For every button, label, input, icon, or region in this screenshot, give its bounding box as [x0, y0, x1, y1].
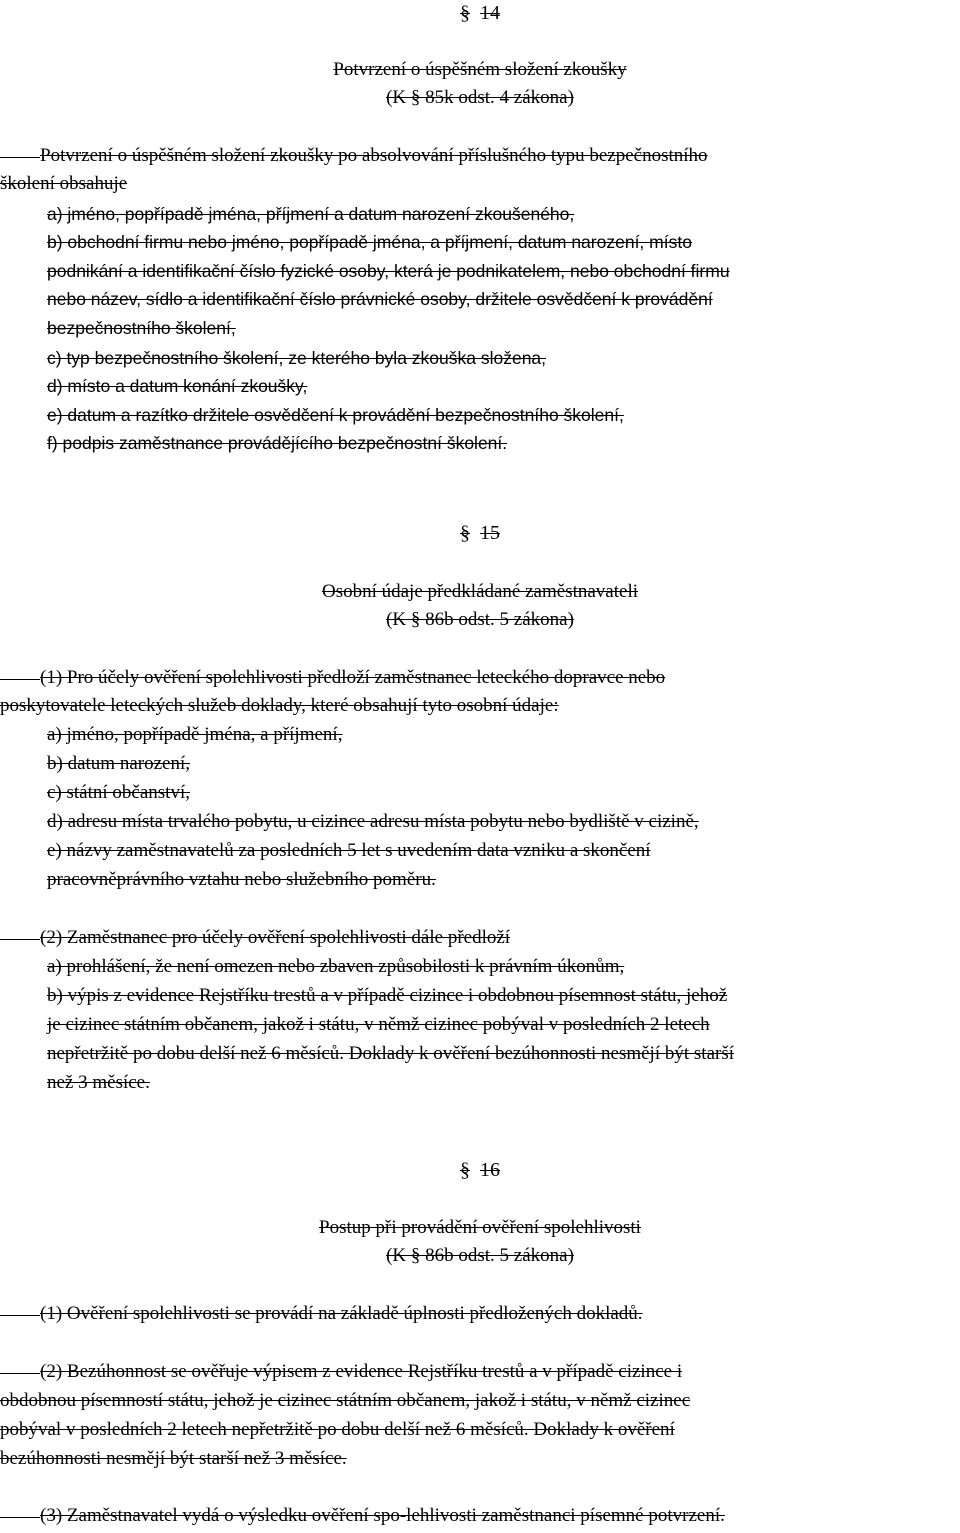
- section-16-title: Postup při provádění ověření spolehlivosti: [319, 1217, 641, 1238]
- section-15-para-1-line-2: poskytovatele leteckých služeb doklady, které obsahují tyto osobní údaje:: [0, 695, 559, 716]
- section-14-item-b-cont-2: nebo název, sídlo a identifikační číslo právnické osoby, držitele osvědčení k provádění: [47, 289, 713, 309]
- indent-rule: [0, 1373, 40, 1374]
- section-16-para-2-line-3: pobýval v posledních 2 letech nepřetržitě po dobu delší než 6 měsíců. Doklady k ověření: [0, 1419, 675, 1440]
- section-15-p2-item-a: a) prohlášení, že není omezen nebo zbaven způsobilosti k právním úkonům,: [47, 956, 625, 977]
- section-15-p2-item-b-cont-1: je cizinec státním občanem, jakož i státu, v němž cizinec pobýval v posledních 2 letech: [47, 1014, 710, 1035]
- section-14-intro-line-2: školení obsahuje: [0, 173, 128, 194]
- section-14-item-b-cont-3: bezpečnostního školení,: [47, 318, 236, 338]
- indent-rule: [0, 1315, 40, 1316]
- section-15-ref: (K § 86b odst. 5 zákona): [386, 609, 574, 630]
- section-sign: §: [460, 2, 470, 24]
- section-15-p2-item-b-cont-2: nepřetržitě po dobu delší než 6 měsíců. Doklady k ověření bezúhonnosti nesmějí být starší: [47, 1043, 734, 1064]
- section-14-item-d: d) místo a datum konání zkoušky,: [47, 376, 308, 396]
- indent-rule: [0, 1517, 40, 1518]
- section-15-p2-item-b-cont-3: než 3 měsíce.: [47, 1072, 150, 1093]
- indent-rule: [0, 939, 40, 940]
- section-16-para-3: (3) Zaměstnavatel vydá o výsledku ověření spo-lehlivosti zaměstnanci písemné potvrzení.: [0, 1505, 725, 1529]
- section-number: 15: [480, 522, 500, 544]
- section-14-item-a: a) jméno, popřípadě jména, příjmení a datum narození zkoušeného,: [47, 204, 575, 224]
- section-15-para-1-line-1: (1) Pro účely ověření spolehlivosti předloží zaměstnanec leteckého dopravce nebo: [0, 667, 665, 691]
- section-15-item-a: a) jméno, popřípadě jména, a příjmení,: [47, 724, 343, 745]
- section-15-heading: [0, 522, 960, 546]
- section-14-item-e: e) datum a razítko držitele osvědčení k provádění bezpečnostního školení,: [47, 405, 624, 425]
- indent-rule: [0, 679, 40, 680]
- section-15-item-e-cont: pracovněprávního vztahu nebo služebního poměru.: [47, 869, 436, 890]
- section-14-item-c: c) typ bezpečnostního školení, ze kterého byla zkouška složena,: [47, 348, 547, 368]
- section-14-heading: [0, 2, 960, 26]
- section-15-item-d: d) adresu místa trvalého pobytu, u cizince adresu místa pobytu nebo bydliště v cizině,: [47, 811, 699, 832]
- section-14-ref: (K § 85k odst. 4 zákona): [386, 87, 574, 108]
- section-14-item-b: b) obchodní firmu nebo jméno, popřípadě jména, a příjmení, datum narození, místo: [47, 232, 692, 252]
- section-16-para-2-line-1: (2) Bezúhonnost se ověřuje výpisem z evidence Rejstříku trestů a v případě cizince i: [0, 1361, 682, 1385]
- section-15-para-2-line-1: (2) Zaměstnanec pro účely ověření spolehlivosti dále předloží: [0, 927, 510, 951]
- section-sign: §: [460, 522, 470, 544]
- section-16-heading: [0, 1159, 960, 1183]
- section-16-para-2-line-4: bezúhonnosti nesmějí být starší než 3 měsíce.: [0, 1448, 347, 1469]
- section-15-title: Osobní údaje předkládané zaměstnavateli: [321, 581, 638, 602]
- section-15-item-c: c) státní občanství,: [47, 782, 190, 803]
- indent-rule: [0, 157, 40, 158]
- section-15-item-b: b) datum narození,: [47, 753, 190, 774]
- section-sign: §: [460, 1159, 470, 1181]
- section-14-item-f: f) podpis zaměstnance provádějícího bezpečnostní školení.: [47, 433, 508, 453]
- section-14-title: Potvrzení o úspěšném složení zkoušky: [333, 59, 627, 80]
- section-15-p2-item-b: b) výpis z evidence Rejstříku trestů a v případě cizince i obdobnou písemnost státu, jehož: [47, 985, 728, 1006]
- section-16-ref: (K § 86b odst. 5 zákona): [386, 1245, 574, 1266]
- section-number: 14: [480, 2, 500, 24]
- section-16-para-2-line-2: obdobnou písemností státu, jehož je cizinec státním občanem, jakož i státu, v němž cizinec: [0, 1390, 691, 1411]
- section-14-item-b-cont-1: podnikání a identifikační číslo fyzické osoby, která je podnikatelem, nebo obchodní firmu: [47, 261, 730, 281]
- section-14-intro-line-1: Potvrzení o úspěšném složení zkoušky po absolvování příslušného typu bezpečnostního: [0, 145, 708, 169]
- section-number: 16: [480, 1159, 500, 1181]
- section-15-item-e: e) názvy zaměstnavatelů za posledních 5 let s uvedením data vzniku a skončení: [47, 840, 651, 861]
- section-16-para-1: (1) Ověření spolehlivosti se provádí na základě úplnosti předložených dokladů.: [0, 1303, 643, 1327]
